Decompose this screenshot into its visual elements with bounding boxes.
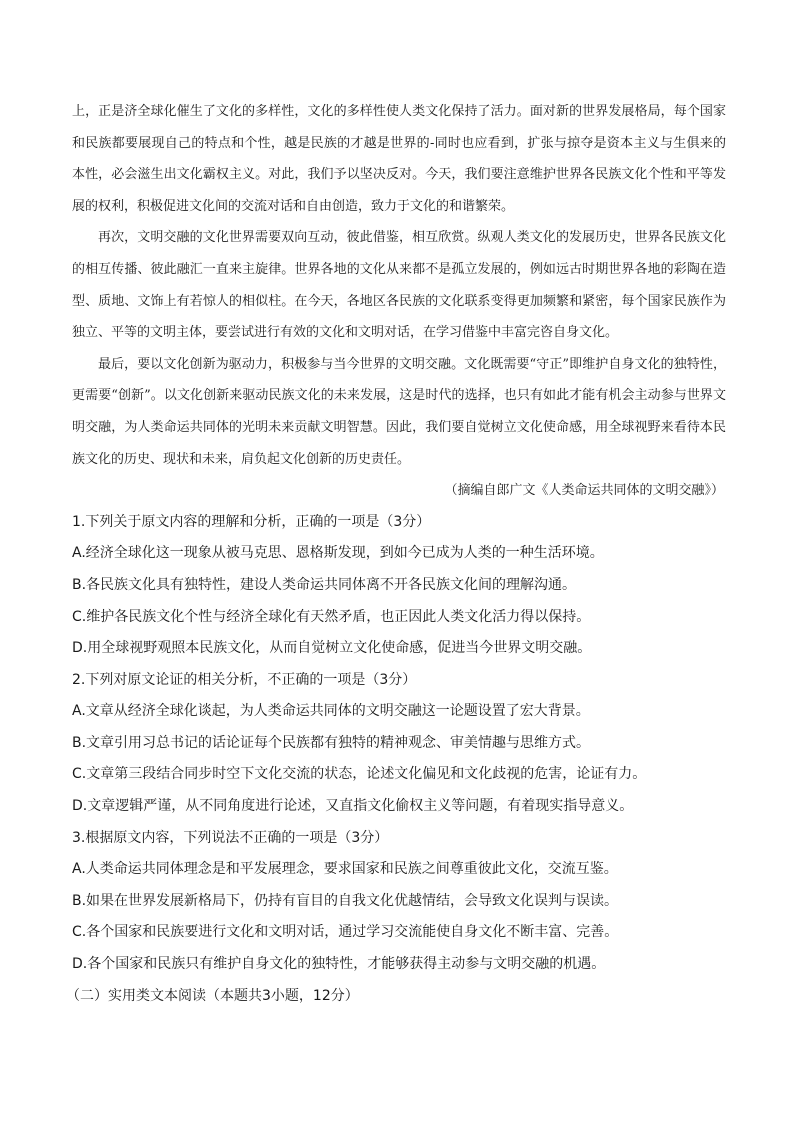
question-2 <box>72 665 726 823</box>
section-heading: （二）实用类文本阅读（本题共3小题，12分） <box>66 987 359 1004</box>
option-a: A.经济全球化这一现象从被马克思、恩格斯发现，到如今已成为人类的一种生活环境。 <box>72 545 604 562</box>
passage-paragraph-3: 最后，要以文化创新为驱动力，积极参与当今世界的文明交融。文化既需要“守正”即维护自身文化的独特性，更需要“创新”。以文化创新来驱动民族文化的未来发展，这是时代的选择，也只有如此才能有机会主动参与世界文明交融，为人类命运共同体的光明未来贡献文明智慧。因此，我们要自觉树立文化使命感，用全球视野来看待本民族文化的历史、现状和未来，肩负起文化创新的历史责任。 <box>72 356 726 467</box>
option-d: D.用全球视野观照本民族文化，从而自觉树立文化使命感，促进当今世界文明交融。 <box>72 640 592 657</box>
reading-passage <box>72 96 726 507</box>
option-c: C.各个国家和民族要进行文化和文明对话，通过学习交流能使自身文化不断丰富、完善。 <box>72 924 619 941</box>
passage-paragraph-1: 上，正是济全球化催生了文化的多样性，文化的多样性使人类文化保持了活力。面对新的世界发展格局，每个国家和民族都要展现自己的特点和个性，越是民族的才越是世界的-同时也应看到，扩张与掠夺是资本主义与生俱来的本性，必会滋生出文化霸权主义。对此，我们予以坚决反对。今天，我们要注意维护世界各民族文化个性和平等发展的权利，积极促进文化间的交流对话和自由创造，致力于文化的和谐繁荣。 <box>72 104 726 214</box>
passage-source: （摘编自郎广文《人类命运共同体的文明交融》） <box>444 483 724 499</box>
question-stem: 2.下列对原文论证的相关分析，不正确的一项是（3分） <box>72 671 417 688</box>
question-list <box>66 507 726 1013</box>
option-a: A.文章从经济全球化谈起，为人类命运共同体的文明交融这一论题设置了宏大背景。 <box>72 703 590 720</box>
option-b: B.文章引用习总书记的话论证每个民族都有独特的精神观念、审美情趣与思维方式。 <box>72 734 591 751</box>
option-b: B.如果在世界发展新格局下，仍持有盲目的自我文化优越情结，会导致文化误判与误读。 <box>72 892 619 909</box>
question-3 <box>72 823 726 981</box>
option-c: C.维护各民族文化个性与经济全球化有天然矛盾，也正因此人类文化活力得以保持。 <box>72 608 591 625</box>
question-stem: 1.下列关于原文内容的理解和分析，正确的一项是（3分） <box>72 513 431 530</box>
question-stem: 3.根据原文内容，下列说法不正确的一项是（3分） <box>72 829 389 846</box>
option-b: B.各民族文化具有独特性，建设人类命运共同体离不开各民族文化间的理解沟通。 <box>72 576 577 593</box>
option-d: D.文章逻辑严谨，从不同角度进行论述，又直指文化偷权主义等问题，有着现实指导意义。 <box>72 798 634 815</box>
option-d: D.各个国家和民族只有维护自身文化的独特性，才能够获得主动参与文明交融的机遇。 <box>72 956 606 973</box>
option-a: A.人类命运共同体理念是和平发展理念，要求国家和民族之间尊重彼此文化，交流互鉴。 <box>72 861 618 878</box>
option-c: C.文章第三段结合同步时空下文化交流的状态，论述文化偏见和文化歧视的危害，论证有力。 <box>72 766 647 783</box>
question-1 <box>72 507 726 665</box>
passage-paragraph-2: 再次，文明交融的文化世界需要双向互动，彼此借鉴，相互欣赏。纵观人类文化的发展历史，世界各民族文化的相互传播、彼此融汇一直来主旋律。世界各地的文化从来都不是孤立发展的，例如远古时期世界各地的彩陶在造型、质地、文饰上有若惊人的相似柱。在今天，各地区各民族的文化联系变得更加频繁和紧密，每个国家民族作为独立、平等的文明主体，要尝试进行有效的文化和文明对话，在学习借鉴中丰富完咨自身文化。 <box>72 230 726 341</box>
